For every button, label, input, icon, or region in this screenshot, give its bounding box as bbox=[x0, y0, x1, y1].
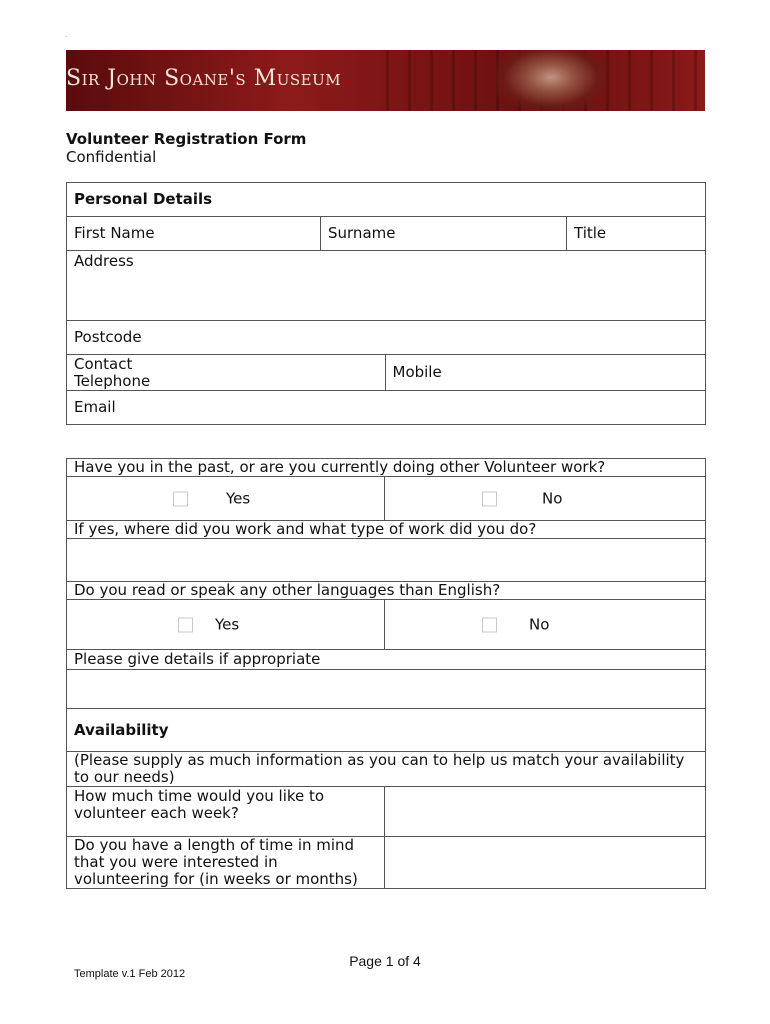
form-subtitle: Confidential bbox=[66, 148, 157, 166]
address-field[interactable] bbox=[67, 251, 706, 321]
contact-telephone-field[interactable] bbox=[67, 355, 385, 390]
postcode-field[interactable] bbox=[67, 321, 706, 355]
volunteer-yes-label: Yes bbox=[226, 489, 251, 507]
mobile-label: Mobile bbox=[392, 363, 442, 381]
template-version: Template v.1 Feb 2012 bbox=[74, 968, 186, 980]
surname-field[interactable] bbox=[321, 217, 567, 251]
availability-note: (Please supply as much information as you can to help us match your availability to our needs) bbox=[67, 752, 706, 787]
languages-no-checkbox[interactable] bbox=[482, 617, 497, 632]
volunteer-question: Have you in the past, or are you currently doing other Volunteer work? bbox=[67, 459, 706, 477]
availability-heading: Availability bbox=[67, 709, 706, 752]
volunteer-details-field[interactable] bbox=[67, 539, 706, 582]
duration-answer-field[interactable] bbox=[385, 837, 706, 889]
surname-label: Surname bbox=[328, 224, 396, 242]
email-label: Email bbox=[74, 398, 116, 416]
volunteer-no-checkbox[interactable] bbox=[482, 491, 497, 506]
postcode-label: Postcode bbox=[74, 328, 142, 346]
page-number: Page 1 of 4 bbox=[349, 953, 421, 969]
stray-mark: . bbox=[65, 30, 68, 39]
banner-statue-image bbox=[496, 50, 606, 111]
languages-details-field[interactable] bbox=[67, 670, 706, 709]
languages-no-option[interactable] bbox=[385, 600, 706, 650]
telephone-label: Telephone bbox=[74, 371, 151, 390]
personal-details-table bbox=[66, 182, 706, 425]
weekly-time-answer-field[interactable] bbox=[385, 787, 706, 837]
volunteer-yes-option[interactable] bbox=[67, 477, 385, 521]
weekly-time-question: How much time would you like to volunteer each week? bbox=[67, 787, 385, 837]
questions-table bbox=[66, 458, 706, 889]
museum-banner bbox=[66, 50, 705, 111]
volunteer-followup-question: If yes, where did you work and what type of work did you do? bbox=[67, 521, 706, 539]
mobile-field[interactable] bbox=[385, 355, 705, 390]
email-field[interactable] bbox=[67, 391, 706, 425]
title-label: Title bbox=[574, 224, 607, 242]
languages-yes-label: Yes bbox=[215, 615, 240, 633]
title-field[interactable] bbox=[567, 217, 706, 251]
duration-question: Do you have a length of time in mind that you were interested in volunteering for (in weeks or months) bbox=[67, 837, 385, 889]
volunteer-no-label: No bbox=[542, 489, 563, 507]
languages-yes-option[interactable] bbox=[67, 600, 385, 650]
personal-details-heading: Personal Details bbox=[67, 183, 706, 217]
form-title: Volunteer Registration Form bbox=[66, 130, 307, 148]
languages-no-label: No bbox=[529, 615, 550, 633]
languages-yes-checkbox[interactable] bbox=[178, 617, 193, 632]
volunteer-no-option[interactable] bbox=[385, 477, 706, 521]
museum-name: Sir John Soane's Museum bbox=[66, 66, 342, 91]
address-label: Address bbox=[74, 252, 134, 270]
contact-label: Contact bbox=[74, 354, 133, 373]
first-name-field[interactable] bbox=[67, 217, 321, 251]
languages-question: Do you read or speak any other languages than English? bbox=[67, 582, 706, 600]
volunteer-yes-checkbox[interactable] bbox=[173, 491, 188, 506]
languages-followup-question: Please give details if appropriate bbox=[67, 650, 706, 670]
first-name-label: First Name bbox=[74, 224, 155, 242]
